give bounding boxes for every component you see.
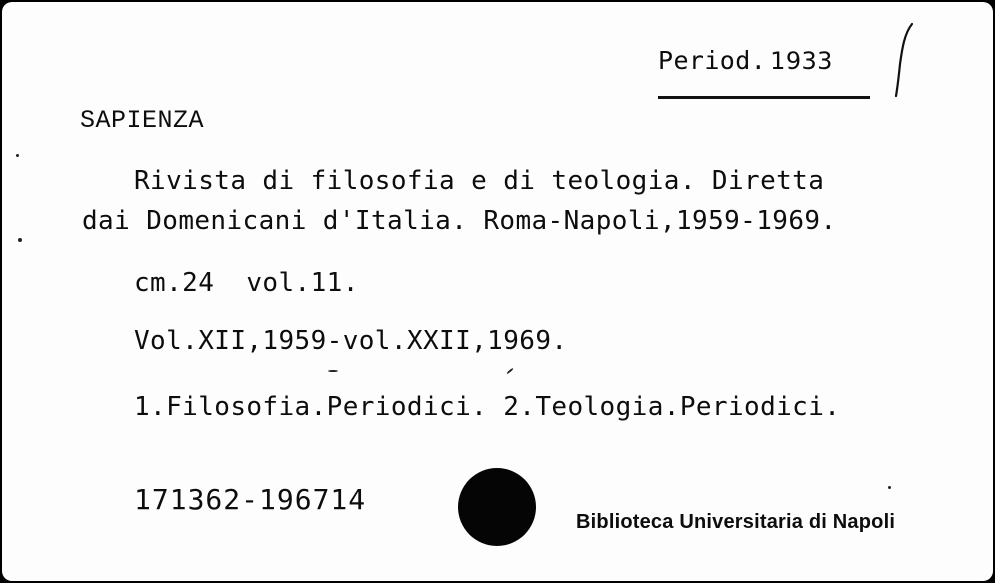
call-number-prefix: Period. — [658, 46, 767, 75]
call-number-year: 1933 — [770, 47, 833, 75]
speck — [888, 486, 891, 489]
punch-hole — [458, 468, 536, 546]
description-line-2: dai Domenicani d'Italia. Roma-Napoli,1959-1969. — [82, 206, 837, 236]
holdings: Vol.XII,1959-vol.XXII,1969. — [134, 326, 568, 356]
speck — [506, 368, 513, 375]
handwritten-mark — [880, 20, 920, 100]
speck — [18, 238, 22, 242]
accession-numbers: 171362-196714 — [134, 483, 367, 516]
speck — [16, 154, 19, 157]
speck — [328, 370, 338, 372]
catalog-card — [2, 2, 993, 581]
subject-headings: 1.Filosofia.Periodici. 2.Teologia.Periodici. — [134, 392, 841, 422]
call-number — [658, 48, 833, 73]
description-line-1: Rivista di filosofia e di teologia. Diretta — [134, 166, 825, 196]
card-title: SAPIENZA — [80, 106, 205, 135]
call-number-underline — [658, 96, 870, 99]
library-stamp: Biblioteca Universitaria di Napoli — [576, 511, 896, 533]
collation: cm.24 vol.11. — [134, 268, 359, 298]
